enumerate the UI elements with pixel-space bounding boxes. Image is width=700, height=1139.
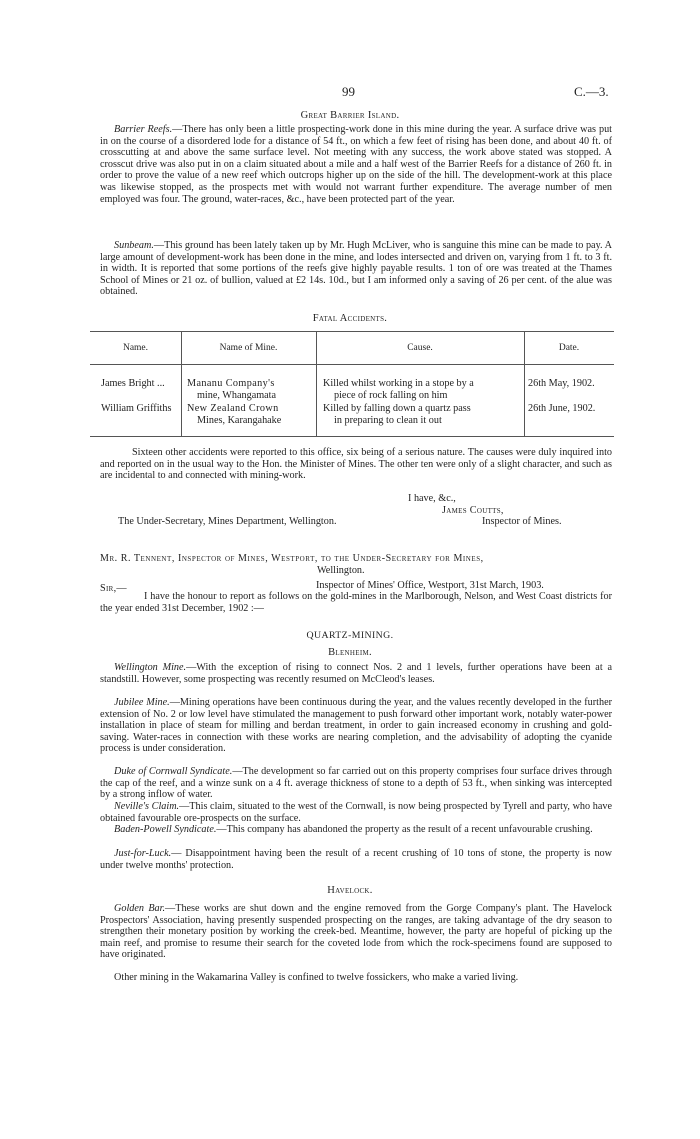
addressee: The Under-Secretary, Mines Department, Wellington. — [118, 516, 337, 527]
paragraph-other-accidents: Sixteen other accidents were reported to this office, six being of a serious nature. The causes were duly inquired into and reported on in the usual way to the Hon. the Minister of Mines. The other ten were only of a slight character, and such as are incidental to and connected with mining-work. — [100, 447, 612, 482]
paragraph-text: —This claim, situated to the west of the Cornwall, is now being prospected by Tyrell and party, who have obtained favourable ore-prospects on the surface. — [100, 801, 613, 824]
section-heading-quartz-mining: QUARTZ-MINING. — [306, 630, 394, 641]
table-cell-mine: mine, Whangamata — [197, 390, 277, 401]
subheading-blenheim: Blenheim. — [328, 647, 372, 658]
paragraph-text: —This company has abandoned the property as the result of a recent unfavourable crushing. — [216, 824, 593, 835]
paragraph-nevilles-claim — [100, 801, 612, 824]
paragraph-just-for-luck — [100, 848, 612, 871]
table-cell-mine: Mines, Karangahake — [197, 415, 282, 426]
section-heading-great-barrier: Great Barrier Island. — [300, 110, 400, 121]
letter-office: Inspector of Mines' Office, Westport, 31st March, 1903. — [316, 580, 544, 591]
paragraph-jubilee-mine — [100, 697, 612, 755]
mine-title-sunbeam: Sunbeam. — [114, 240, 154, 251]
table-header-name: Name. — [122, 343, 149, 353]
table-cell-name: William Griffiths — [101, 403, 172, 414]
subheading-havelock: Havelock. — [327, 885, 373, 896]
table-cell-name: James Bright ... — [101, 378, 165, 389]
signature-title: Inspector of Mines. — [482, 516, 562, 527]
paragraph-other-mining: Other mining in the Wakamarina Valley is confined to twelve fossickers, who make a varied living. — [114, 972, 519, 983]
mine-title-barrier-reefs: Barrier Reefs. — [114, 124, 173, 135]
document-reference: C.—3. — [574, 84, 609, 99]
paragraph-sunbeam — [100, 240, 612, 298]
letter-from-line-2: Wellington. — [317, 565, 365, 576]
paragraph-barrier-reefs — [100, 124, 612, 205]
table-cell-cause: Killed by falling down a quartz pass — [323, 403, 471, 414]
paragraph-text: —There has only been a little prospecting-work done in this mine during the year. A surface drive was put in on the course of a disordered lode for a distance of 54 ft., on which a few feet of rising has been done, and about 40 ft. of crosscutting at and above the same surface level. Not meeting with any success, the work above stated was stopped. A crosscut drive was also put in on a claim situated about a mile and a half west of the Barrier Reefs for a distance of 260 ft. in order to prove the value of a new reef which outcrops higher up on the side of the hill. The development-work at this place was likewise stopped, as the prospects met with would not warrant further expenditure. The average number of men employed was four. The ground, water-races, &c., have been protected part of the year. — [100, 124, 612, 205]
paragraph-text: — Disappointment having been the result of a recent crushing of 10 tons of stone, the property is now under twelve months' protection. — [100, 848, 612, 871]
table-bottom-rule — [90, 436, 614, 437]
paragraph-text: —The development so far carried out on this property comprises four surface drives through the cap of the reef, and a winze sunk on a 4 ft. average thickness of stone to a depth of 53 ft., when sinking was intercepted by a strong inflow of water. — [100, 766, 612, 801]
table-cell-mine: Mananu Company's — [187, 378, 275, 389]
paragraph-baden-powell — [100, 824, 612, 836]
signature-name: James Coutts, — [442, 505, 504, 516]
paragraph-text: —This ground has been lately taken up by Mr. Hugh McLiver, who is sanguine this mine can be made to pay. A large amount of development-work has been done in the mine, and lodes intersected and driven on, varying from 1 ft. to 3 ft. in width. It is reported that some portions of the reefs give highly payable results. 1 ton of ore was treated at the Thames School of Mines or 21 oz. of bullion, valued at £2 14s. 10d., but I am informed only a saving of 26 per cent. of the alue was obtained. — [100, 240, 612, 298]
table-header-rule — [90, 364, 614, 365]
page-number: 99 — [342, 84, 355, 99]
letter-salutation: Sir,— — [100, 583, 127, 594]
table-cell-cause: in preparing to clean it out — [334, 415, 442, 426]
mine-title: Baden-Powell Syndicate. — [114, 824, 217, 835]
paragraph-text: —With the exception of rising to connect Nos. 2 and 1 levels, further operations have been at a standstill. However, some prospecting was recently resumed on McCleod's leases. — [100, 662, 612, 685]
mine-title: Duke of Cornwall Syndicate. — [114, 766, 233, 777]
paragraph-text: —These works are shut down and the engine removed from the Gorge Company's plant. The Havelock Prospectors' Association, having presently suspended prospecting on the ranges, are taking advantage of the dry season to strengthen their monetary position by working the creek-bed. Meantime, however, the party are hopeful of picking up the main reef, and promise to resume their search for the coveted lode from which the rock-specimens found are supposed to have originated. — [100, 903, 612, 961]
table-cell-date: 26th May, 1902. — [528, 378, 595, 389]
table-header-cause: Cause. — [407, 343, 433, 353]
letter-from-line: Mr. R. Tennent, Inspector of Mines, Westport, to the Under-Secretary for Mines, — [100, 553, 484, 564]
mine-title: Golden Bar. — [114, 903, 166, 914]
paragraph-text: —Mining operations have been continuous during the year, and the values recently developed in the further extension of No. 2 or low level have stimulated the management to push forward other important work, notably water-power installation in place of steam for milling and berdan treatment, in order to gain increased economy in crushing and gold-saving. Water-races in connection with these works are nearing completion, and the advisability of adopting the cyanide process is under consideration. — [100, 697, 612, 755]
table-cell-date: 26th June, 1902. — [528, 403, 596, 414]
mine-title: Wellington Mine. — [114, 662, 187, 673]
paragraph-golden-bar — [100, 903, 612, 961]
table-cell-cause: Killed whilst working in a stope by a — [323, 378, 474, 389]
mine-title: Just-for-Luck. — [114, 848, 172, 859]
table-header-date: Date. — [558, 343, 580, 353]
letter-intro: I have the honour to report as follows on the gold-mines in the Marlborough, Nelson, and West Coast districts for the year ended 31st December, 1902 :— — [100, 591, 612, 614]
signature-have: I have, &c., — [408, 493, 456, 504]
table-header-mine: Name of Mine. — [219, 343, 278, 353]
paragraph-wellington-mine — [100, 662, 612, 685]
section-heading-fatal-accidents: Fatal Accidents. — [312, 313, 388, 324]
table-cell-cause: piece of rock falling on him — [334, 390, 448, 401]
paragraph-duke-of-cornwall — [100, 766, 612, 801]
table-top-rule — [90, 331, 614, 332]
table-cell-mine: New Zealand Crown — [187, 403, 279, 414]
mine-title: Jubilee Mine. — [114, 697, 170, 708]
mine-title: Neville's Claim. — [114, 801, 180, 812]
